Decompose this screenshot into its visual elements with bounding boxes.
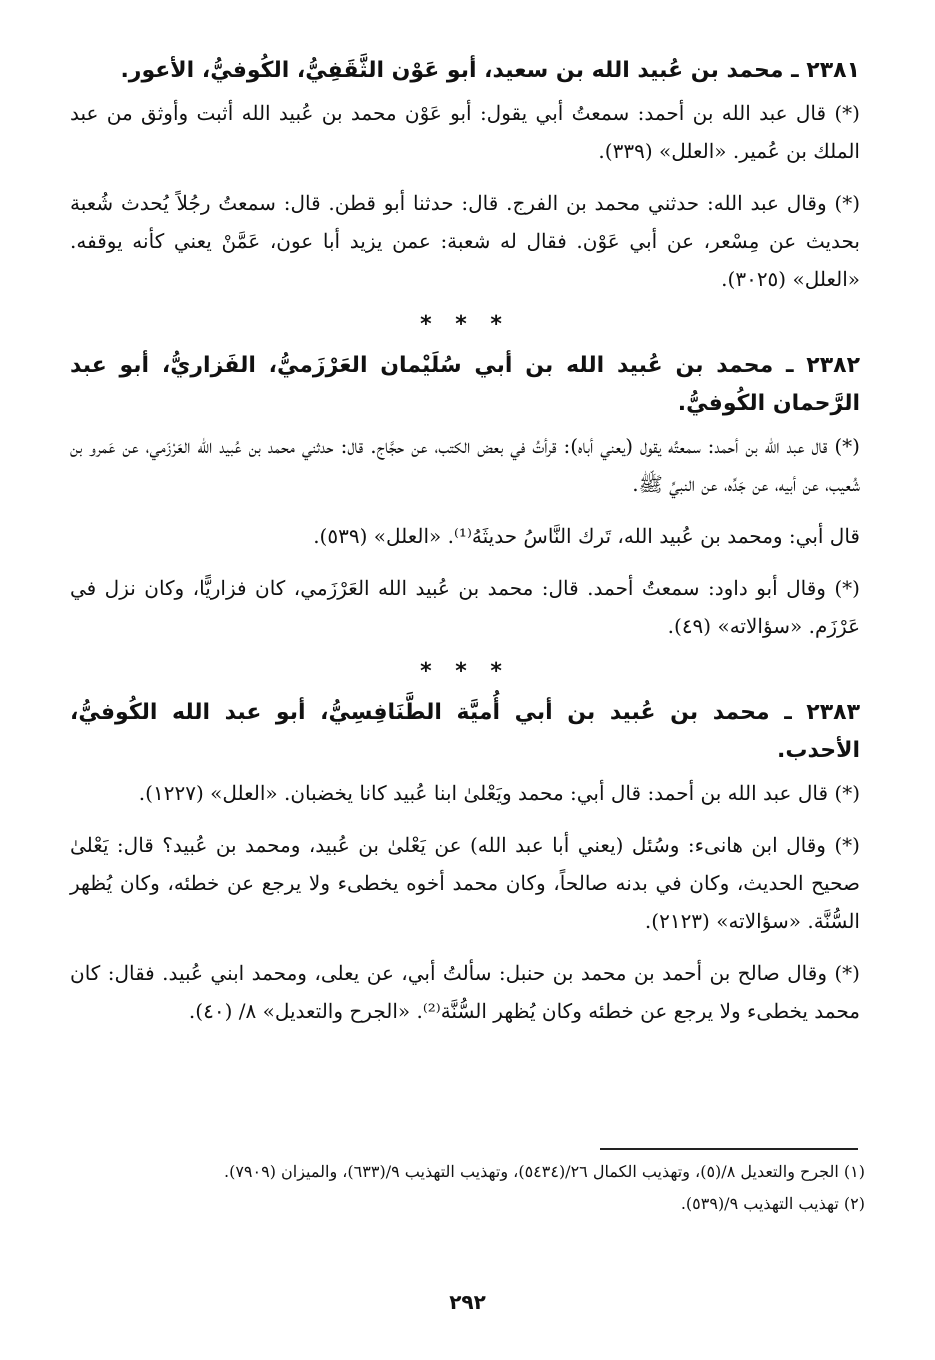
entry-paragraph: (*) وقال أبو داود: سمعتُ أحمد. قال: محمد بن عُبيد الله العَرْزَمي، كان فزاريًّا، وكان نزل في عَرْزَم. «سؤالاته» (٤٩). bbox=[70, 576, 860, 638]
footnote-2: (٢) تهذيب التهذيب ٩/(٥٣٩). bbox=[680, 1194, 865, 1213]
entry-paragraph: (*) وقال ابن هانىء: وسُئل (يعني أبا عبد الله) عن يَعْلىٰ بن عُبيد، ومحمد بن عُبيد؟ قال: يَعْلىٰ صحيح الحديث، وكان في بدنه صالحاً، وكان محمد أخوه يخطىء ولا يرجع عن خطئه، وكان يُظهر السُّنَّة. «سؤالاته» (٢١٢٣). bbox=[70, 833, 860, 933]
entry-heading: ٢٣٨٢ ـ محمد بن عُبيد الله بن أبي سُلَيْمان العَرْزَميُّ، الفَزاريُّ، أبو عبد الرَّحمان الكُوفيُّ. bbox=[70, 353, 860, 416]
section-separator: * * * bbox=[420, 312, 510, 337]
entry-heading: ٢٣٨١ ـ محمد بن عُبيد الله بن سعيد، أبو عَوْن الثَّقَفِيُّ، الكُوفيُّ، الأعور. bbox=[120, 58, 860, 83]
entry-paragraph: (*) وقال عبد الله: حدثني محمد بن الفرج. قال: حدثنا أبو قطن. قال: سمعتُ رجُلاً يُحدث شُعبة بحديث عن مِسْعر، عن أبي عَوْن. فقال له شعبة: عمن يزيد أبا عون، عَمَّنْ يعني كأنه يوقفه. «العلل» (٣٠٢٥). bbox=[70, 191, 860, 291]
entry-paragraph: (*) وقال صالح بن أحمد بن محمد بن حنبل: سألتُ أبي، عن يعلى، ومحمد ابني عُبيد. فقال: كان محمد يخطىء ولا يرجع عن خطئه وكان يُظهر السُّنَّة⁽²⁾. «الجرح والتعديل» ٨/ (٤٠). bbox=[70, 961, 860, 1023]
section-separator: * * * bbox=[420, 659, 510, 684]
footnotes bbox=[70, 1158, 865, 1222]
page-body bbox=[70, 52, 860, 1044]
entry-2382 bbox=[70, 347, 860, 645]
entry-2383 bbox=[70, 694, 860, 1030]
footnote-1: (١) الجرح والتعديل ٨/(٥)، وتهذيب الكمال ٢٦/(٥٤٣٤)، وتهذيب التهذيب ٩/(٦٣٣)، والميزان (٧٩٠٩). bbox=[224, 1162, 865, 1181]
entry-paragraph: قال أبي: ومحمد بن عُبيد الله، تَرك النَّاسُ حديثَهُ⁽¹⁾. «العلل» (٥٣٩). bbox=[313, 524, 860, 548]
entry-paragraph: (*) قال عبد الله بن أحمد: سمعتُ أبي يقول: أبو عَوْن محمد بن عُبيد الله أثبت وأوثق من عبد الملك بن عُمير. «العلل» (٣٣٩). bbox=[70, 101, 860, 163]
entry-paragraph: (*) قال عبد الله بن أحمد: سمعتُه يقول (يعني أباه): قرأتُ في بعض الكتب، عن حجَّاج. قال: حدثني محمد بن عُبيد الله العَرْزَمي، عن عَمرو بن شُعيب، عن أبيه، عن جَدِّه، عن النبيِّ ﷺ. bbox=[70, 434, 860, 496]
entry-heading: ٢٣٨٣ ـ محمد بن عُبيد بن أبي أُميَّة الطَّنَافِسِيُّ، أبو عبد الله الكُوفيُّ، الأحدب. bbox=[70, 700, 860, 763]
page-number: ٢٩٢ bbox=[449, 1290, 486, 1314]
footnote-divider bbox=[600, 1148, 858, 1150]
entry-2381 bbox=[70, 52, 860, 298]
entry-paragraph: (*) قال عبد الله بن أحمد: قال أبي: محمد ويَعْلىٰ ابنا عُبيد كانا يخضبان. «العلل» (١٢٢٧). bbox=[138, 781, 860, 805]
